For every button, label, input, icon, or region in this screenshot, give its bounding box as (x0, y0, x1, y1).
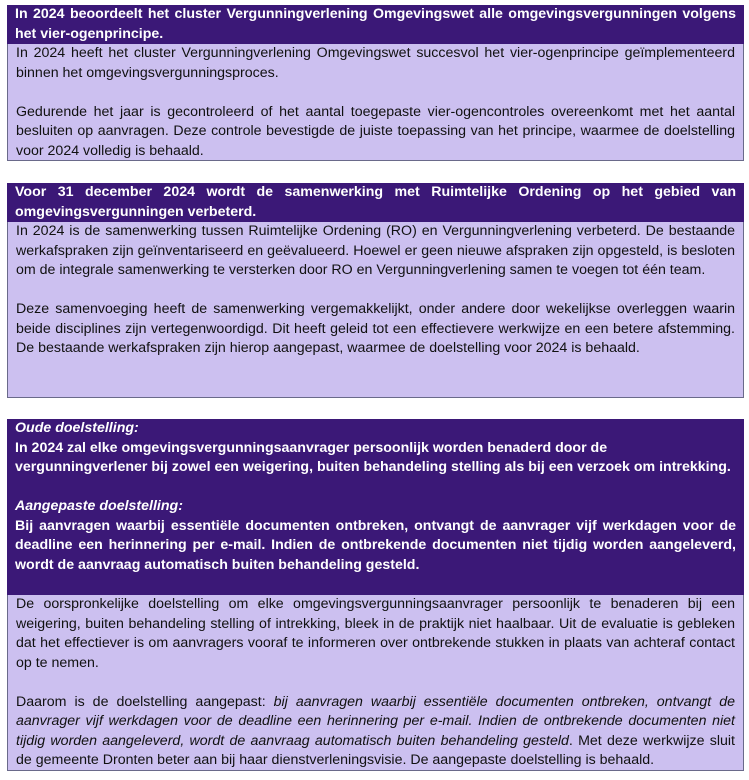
result-paragraph: In 2024 is de samenwerking tussen Ruimtelijke Ordening (RO) en Vergunningverlening verbeterd. De bestaande werkafspraken zijn geïnventariseerd en geëvalueerd. Hoewel er geen nieuwe afspraken zijn opgesteld, is besloten om de integrale samenwerking te versterken door RO en Vergunningverlening samen te voegen tot één team. (16, 223, 735, 278)
goal-heading (7, 419, 744, 595)
goal-heading (7, 183, 744, 222)
result-adjusted-goal: bij aanvragen waarbij essentiële documenten ontbreken, ontvangt de aanvrager vijf werkdagen voor de deadline een herinnering per e-mail. Indien de ontbrekende documenten niet tijdig worden aangeleverd, wordt de aanvraag automatisch buiten behandeling gesteld (16, 693, 735, 749)
result-tail: . Met deze werkwijze sluit de gemeente Dronten beter aan bij haar dienstverleningsvisie. De aangepaste doelstelling is behaald. (16, 732, 736, 768)
old-goal-text: In 2024 zal elke omgevingsvergunningsaanvrager persoonlijk worden benaderd door de vergunningverlener bij zowel een weigering, buiten behandeling stelling als bij een verzoek om intrekking. (15, 439, 731, 475)
new-goal-label: Aangepaste doelstelling: (15, 498, 183, 514)
result-paragraph: Gedurende het jaar is gecontroleerd of het aantal toegepaste vier-ogencontroles overeenkomt met het aantal besluiten op aanvragen. Deze controle bevestigde de juiste toepassing van het principe, waarmee de doelstelling voor 2024 volledig is behaald. (16, 103, 735, 159)
result-paragraph: In 2024 heeft het cluster Vergunningverlening Omgevingswet succesvol het vier-ogenprincipe geïmplementeerd binnen het omgevingsvergunningsproces. (16, 45, 735, 81)
goal-block-applicant-contact (7, 419, 744, 771)
goal-result (7, 222, 744, 398)
result-paragraph: De oorspronkelijke doelstelling om elke omgevingsvergunningsaanvrager persoonlijk te benaderen bij een weigering, buiten behandeling stelling of intrekking, bleek in de praktijk niet haalbaar. Uit de evaluatie is gebleken dat het effectiever is om aanvragers vooraf te informeren over ontbrekende stukken in plaats van achteraf contact op te nemen. (16, 596, 735, 671)
goal-block-collaboration (7, 183, 744, 398)
goal-heading-text: In 2024 beoordeelt het cluster Vergunningverlening Omgevingswet alle omgevingsvergunningen volgens het vier-ogenprincipe. (15, 6, 736, 42)
new-goal-text: Bij aanvragen waarbij essentiële documenten ontbreken, ontvangt de aanvrager vijf werkdagen voor de deadline een herinnering per e-mail. Indien de ontbrekende documenten niet tijdig worden aangeleverd, wordt de aanvraag automatisch buiten behandeling gesteld. (15, 517, 736, 573)
goal-heading (7, 5, 744, 44)
result-lead: Daarom is de doelstelling aangepast: (16, 693, 274, 710)
result-paragraph (16, 693, 735, 771)
goal-heading-text: Voor 31 december 2024 wordt de samenwerking met Ruimtelijke Ordening op het gebied van omgevingsvergunningen verbeterd. (15, 184, 736, 220)
goal-result (7, 44, 744, 161)
old-goal-label: Oude doelstelling: (15, 420, 139, 436)
goal-block-four-eyes (7, 5, 744, 161)
result-paragraph: Deze samenvoeging heeft de samenwerking vergemakkelijkt, onder andere door wekelijkse overleggen waarin beide disciplines zijn vertegenwoordigd. Dit heeft geleid tot een effectievere werkwijze en een betere afstemming. De bestaande werkafspraken zijn hierop aangepast, waarmee de doelstelling voor 2024 is behaald. (16, 301, 735, 356)
goal-result (7, 595, 744, 771)
